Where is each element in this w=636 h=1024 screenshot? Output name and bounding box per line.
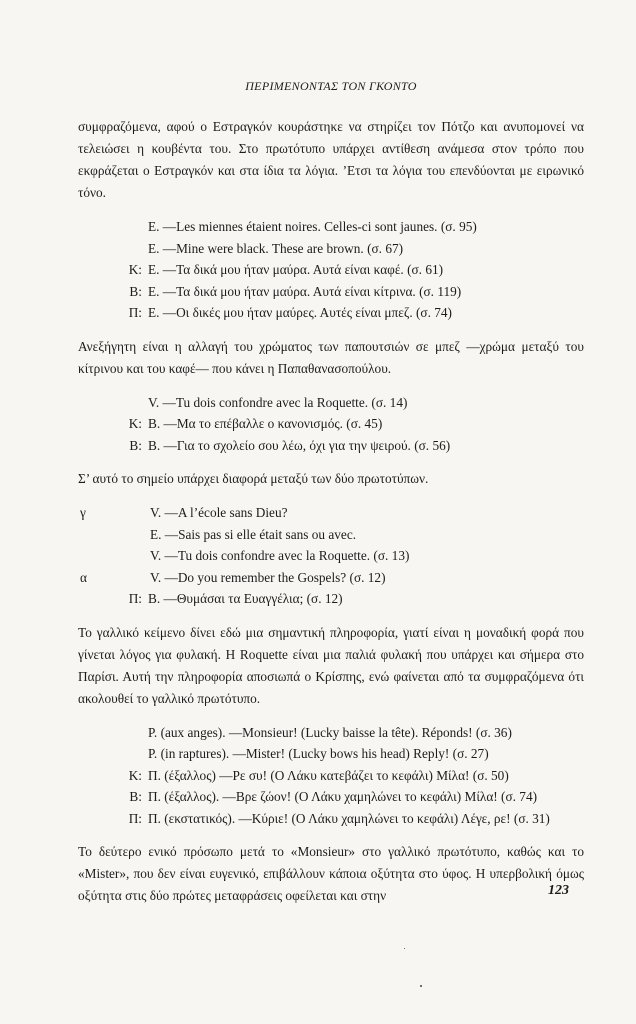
dialogue-block-4 bbox=[78, 722, 584, 830]
running-head: ΠΕΡΙΜΕΝΟΝΤΑΣ ΤΟΝ ΓΚΟΝΤΟ bbox=[245, 79, 417, 93]
dialogue-line bbox=[78, 567, 584, 589]
paragraph-5: Το δεύτερο ενικό πρόσωπο μετά το «Monsieur» στο γαλλικό πρωτότυπο, καθώς και το «Mister», που δεν είναι ευγενικό, επιβάλλουν κάποια οξύτητα στο ύφος. Η υπερβολική όμως οξύτητα στις δύο πρώτες μεταφράσεις οφείλεται και στην bbox=[78, 844, 584, 903]
dialogue-text: V. —Do you remember the Gospels? (σ. 12) bbox=[150, 569, 386, 585]
dialogue-line bbox=[78, 722, 584, 744]
dialogue-marker bbox=[78, 722, 148, 744]
dialogue-marker: Β: bbox=[129, 437, 142, 453]
dialogue-text: P. (aux anges). —Monsieur! (Lucky baisse la tête). Réponds! (σ. 36) bbox=[148, 724, 512, 740]
dialogue-block-2 bbox=[78, 392, 584, 457]
margin-marker: γ bbox=[80, 505, 86, 520]
dialogue-text: P. (in raptures). —Mister! (Lucky bows his head) Reply! (σ. 27) bbox=[148, 746, 489, 761]
dialogue-marker: Β: bbox=[129, 789, 142, 804]
dialogue-text: Β. —Θυμάσαι τα Ευαγγέλια; (σ. 12) bbox=[148, 591, 343, 606]
dialogue-text: V. —Tu dois confondre avec la Roquette. (σ. 13) bbox=[150, 548, 410, 563]
dialogue-marker: Κ: bbox=[128, 262, 142, 277]
dialogue-block-1 bbox=[78, 216, 584, 324]
dialogue-text: E. —Les miennes étaient noires. Celles-ci sont jaunes. (σ. 95) bbox=[148, 219, 477, 234]
dialogue-block-3 bbox=[78, 502, 584, 610]
page-number: 123 bbox=[548, 883, 569, 898]
dialogue-text: E. —Mine were black. These are brown. (σ. 67) bbox=[148, 240, 404, 256]
dialogue-marker: Κ: bbox=[128, 767, 142, 783]
dialogue-line bbox=[78, 765, 584, 787]
margin-marker bbox=[78, 545, 150, 567]
dialogue-text: Ε. —Οι δικές μου ήταν μαύρες. Αυτές είναι μπεζ. (σ. 74) bbox=[148, 305, 452, 320]
dialogue-line bbox=[78, 545, 584, 567]
dialogue-line bbox=[78, 588, 584, 610]
dialogue-text: Ε. —Τα δικά μου ήταν μαύρα. Αυτά είναι καφέ. (σ. 61) bbox=[148, 262, 444, 277]
paragraph-2: Ανεξήγητη είναι η αλλαγή του χρώματος των παπουτσιών σε μπεζ —χρώμα μεταξύ του κίτρινου και του καφέ— που κάνει η Παπαθανασοπούλου. bbox=[78, 338, 584, 376]
dialogue-marker: Π: bbox=[128, 591, 142, 606]
paragraph-3: Σ’ αυτό το σημείο υπάρχει διαφορά μεταξύ των δύο πρωτοτύπων. bbox=[78, 471, 429, 486]
dialogue-line bbox=[78, 808, 584, 830]
dialogue-line bbox=[78, 413, 584, 435]
dialogue-text: Π. (εκστατικός). —Κύριε! (Ο Λάκυ χαμηλώνει το κεφάλι) Λέγε, ρε! (σ. 31) bbox=[148, 810, 550, 826]
dialogue-marker: Κ: bbox=[128, 416, 142, 431]
dialogue-text: Β. —Για το σχολείο σου λέω, όχι για την ψειρού. (σ. 56) bbox=[148, 437, 451, 453]
dialogue-text: Π. (έξαλλος). —Βρε ζώον! (Ο Λάκυ χαμηλώνει το κεφάλι) Μίλα! (σ. 74) bbox=[148, 789, 538, 804]
dialogue-marker bbox=[78, 216, 148, 238]
dialogue-line bbox=[78, 743, 584, 765]
dialogue-line bbox=[78, 281, 584, 303]
dialogue-text: Β. —Μα το επέβαλλε ο κανονισμός. (σ. 45) bbox=[148, 416, 383, 431]
paragraph-1: συμφραζόμενα, αφού ο Εστραγκόν κουράστηκε να στηρίζει τον Πότζο και ανυπομονεί να τελειώσει η κουβέντα του. Στο πρωτότυπο υπάρχει αντίθεση ανάμεσα στον τρόπο που εκφράζεται ο Εστραγκόν και στα ίδια τα λόγια. ’Ετσι τα λόγια του επενδύονται με ειρωνικό τόνο. bbox=[78, 119, 584, 200]
margin-marker bbox=[78, 524, 150, 546]
dialogue-text: E. —Sais pas si elle était sans ou avec. bbox=[150, 526, 357, 542]
page-body bbox=[78, 78, 584, 919]
dialogue-line bbox=[78, 502, 584, 524]
paragraph-4: Το γαλλικό κείμενο δίνει εδώ μια σημαντική πληροφορία, γιατί είναι η μοναδική φορά που γίνεται λόγος για φυλακή. Η Roquette είναι μια παλιά φυλακή που υπάρχει και σήμερα στο Παρίσι. Αυτή την πληροφορία αποσιωπά ο Κρίσπης, ενώ φαίνεται από τα συμφραζόμενα ότι ακολουθεί το γαλλικό πρωτότυπο. bbox=[78, 624, 584, 706]
dialogue-line bbox=[78, 786, 584, 808]
dialogue-text: V. —A l’école sans Dieu? bbox=[150, 505, 288, 520]
dialogue-line bbox=[78, 259, 584, 281]
dialogue-text: V. —Tu dois confondre avec la Roquette. (σ. 14) bbox=[148, 394, 408, 410]
dialogue-line bbox=[78, 302, 584, 324]
scan-speck bbox=[404, 948, 405, 949]
dialogue-marker bbox=[78, 743, 148, 765]
dialogue-line bbox=[78, 216, 584, 238]
dialogue-text: Ε. —Τα δικά μου ήταν μαύρα. Αυτά είναι κίτρινα. (σ. 119) bbox=[148, 283, 462, 299]
dialogue-marker bbox=[78, 238, 148, 260]
dialogue-line bbox=[78, 392, 584, 414]
dialogue-marker: Π: bbox=[128, 305, 142, 320]
dialogue-marker: Π: bbox=[128, 810, 142, 826]
dialogue-text: Π. (έξαλλος) —Ρε συ! (Ο Λάκυ κατεβάζει το κεφάλι) Μίλα! (σ. 50) bbox=[148, 767, 509, 783]
scan-speck bbox=[420, 985, 422, 987]
dialogue-marker bbox=[78, 392, 148, 414]
dialogue-line bbox=[78, 524, 584, 546]
dialogue-marker: Β: bbox=[129, 283, 142, 299]
dialogue-line bbox=[78, 238, 584, 260]
margin-marker: α bbox=[80, 569, 87, 585]
dialogue-line bbox=[78, 435, 584, 457]
